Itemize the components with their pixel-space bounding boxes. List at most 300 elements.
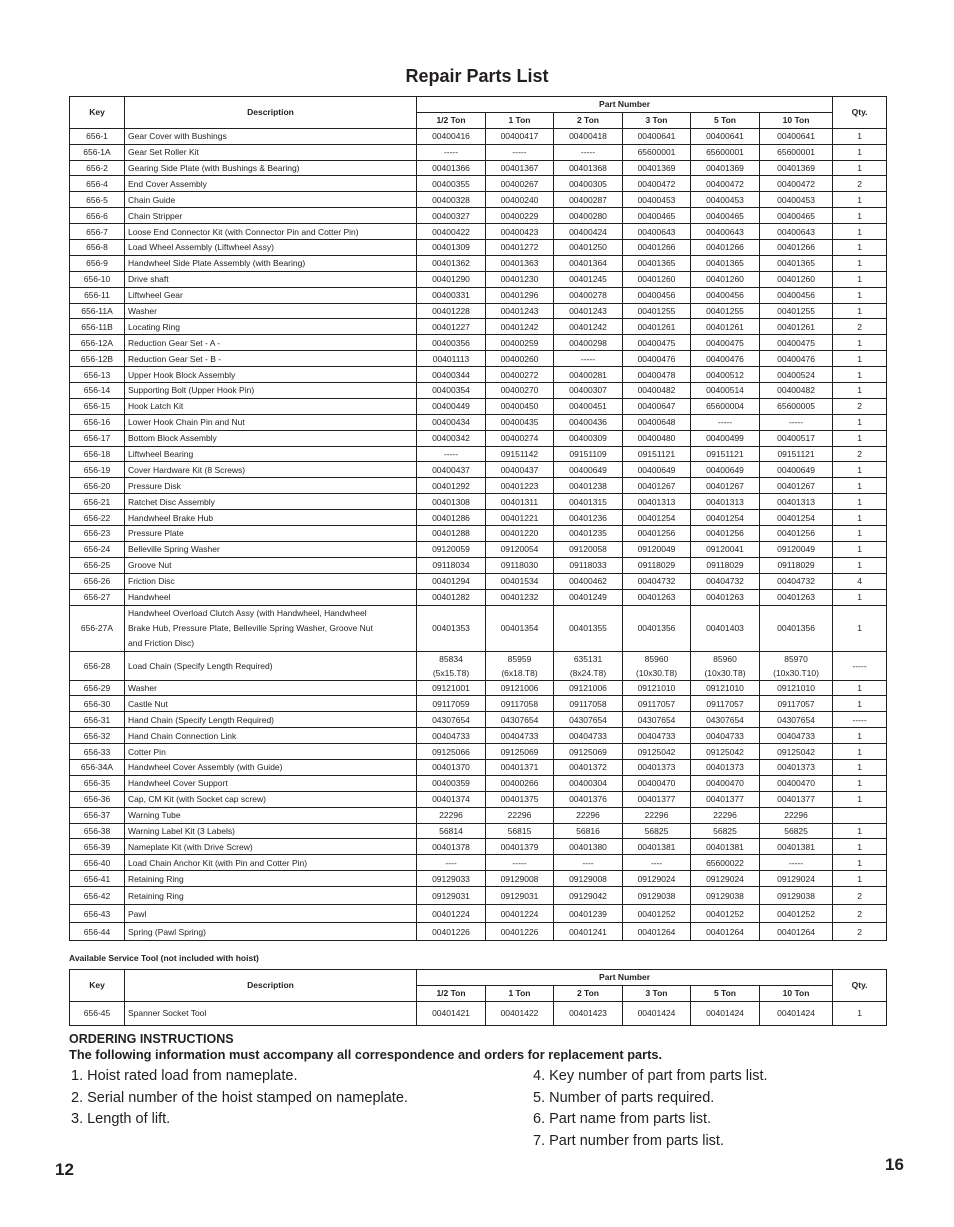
part-number: 00400649 <box>760 462 833 478</box>
part-number: 00400512 <box>691 367 760 383</box>
header-ton: 5 Ton <box>691 112 760 128</box>
part-description <box>125 807 417 823</box>
part-number: 00401369 <box>623 160 691 176</box>
part-number: 65600001 <box>691 144 760 160</box>
part-description <box>125 589 417 605</box>
part-number: 00400472 <box>691 176 760 192</box>
part-number: 22296 <box>691 807 760 823</box>
part-number: 00401365 <box>623 255 691 271</box>
part-key: 656-16 <box>70 414 125 430</box>
part-number: 00400482 <box>760 383 833 399</box>
part-number: 00401424 <box>623 1001 691 1025</box>
part-number: 00401423 <box>554 1001 623 1025</box>
part-number: 00401227 <box>417 319 486 335</box>
description-line: Load Chain (Specify Length Required) <box>128 660 273 671</box>
part-number: 00400478 <box>623 367 691 383</box>
part-qty: 1 <box>833 335 887 351</box>
part-qty: 1 <box>833 775 887 791</box>
table-row <box>70 855 887 871</box>
part-number: 00400453 <box>691 192 760 208</box>
part-qty: 1 <box>833 728 887 744</box>
part-number: 09121010 <box>623 680 691 696</box>
ordering-item: 7. Part number from parts list. <box>533 1132 724 1149</box>
part-key: 656-2 <box>70 160 125 176</box>
part-number: 00401238 <box>554 478 623 494</box>
part-number: 00400649 <box>623 462 691 478</box>
part-description <box>125 383 417 399</box>
part-qty: 1 <box>833 224 887 240</box>
part-number: 00400647 <box>623 398 691 414</box>
service-tool-table <box>69 969 887 1026</box>
part-number: 00401261 <box>691 319 760 335</box>
part-number: 00404733 <box>623 728 691 744</box>
part-number: 00400437 <box>486 462 554 478</box>
table-row <box>70 589 887 605</box>
part-number: 00400342 <box>417 430 486 446</box>
part-number: 00401260 <box>760 271 833 287</box>
part-number: 00400434 <box>417 414 486 430</box>
description-line: Hook Latch Kit <box>128 401 184 412</box>
part-number: 09118029 <box>760 557 833 573</box>
part-key: 656-9 <box>70 255 125 271</box>
part-qty: 1 <box>833 128 887 144</box>
part-number: 00401313 <box>623 494 691 510</box>
part-key: 656-25 <box>70 557 125 573</box>
part-number: 00404733 <box>554 728 623 744</box>
description-line: Lower Hook Chain Pin and Nut <box>128 417 245 428</box>
part-qty: 1 <box>833 208 887 224</box>
description-line: Friction Disc <box>128 576 175 587</box>
part-description <box>125 696 417 712</box>
part-number: 09117057 <box>760 696 833 712</box>
table-row <box>70 398 887 414</box>
part-qty: 1 <box>833 791 887 807</box>
part-description <box>125 414 417 430</box>
part-number: 00401272 <box>486 240 554 256</box>
part-number: 00401250 <box>554 240 623 256</box>
part-number: 00400648 <box>623 414 691 430</box>
part-number: 00401403 <box>691 605 760 651</box>
part-number: 00401309 <box>417 240 486 256</box>
table-row <box>70 462 887 478</box>
part-number: 09120049 <box>623 541 691 557</box>
description-line: Handwheel Cover Assembly (with Guide) <box>128 762 283 773</box>
description-line: Pressure Disk <box>128 480 181 491</box>
part-number: 00401282 <box>417 589 486 605</box>
table-row <box>70 541 887 557</box>
part-number: 00400475 <box>623 335 691 351</box>
part-description <box>125 573 417 589</box>
part-qty: 1 <box>833 696 887 712</box>
part-number: 00400298 <box>554 335 623 351</box>
part-number-line: (10x30.T8) <box>635 667 678 678</box>
description-line: Groove Nut <box>128 560 172 571</box>
description-line: Load Wheel Assembly (Liftwheel Assy) <box>128 242 274 253</box>
description-line: Cover Hardware Kit (8 Screws) <box>128 464 246 475</box>
part-key: 656-8 <box>70 240 125 256</box>
part-number: 00400453 <box>623 192 691 208</box>
part-number: 00401424 <box>691 1001 760 1025</box>
part-number: 00401245 <box>554 271 623 287</box>
part-key: 656-28 <box>70 651 125 680</box>
part-key: 656-34A <box>70 759 125 775</box>
part-qty: 1 <box>833 759 887 775</box>
part-number: 00404733 <box>417 728 486 744</box>
part-qty: 1 <box>833 744 887 760</box>
part-number: 09125066 <box>417 744 486 760</box>
part-number: 09151109 <box>554 446 623 462</box>
part-number: 00400267 <box>486 176 554 192</box>
part-number: 65600005 <box>760 398 833 414</box>
part-number: 00404733 <box>760 728 833 744</box>
part-description <box>125 128 417 144</box>
part-number: 04307654 <box>554 712 623 728</box>
part-description <box>125 462 417 478</box>
table-row <box>70 651 887 680</box>
part-number-line: 85959 <box>507 653 532 664</box>
part-number: 09129024 <box>691 871 760 887</box>
part-number: 00401255 <box>760 303 833 319</box>
part-number: ----- <box>486 855 554 871</box>
part-description <box>125 605 417 651</box>
part-key: 656-41 <box>70 871 125 887</box>
part-key: 656-23 <box>70 526 125 542</box>
part-key: 656-11B <box>70 319 125 335</box>
part-number: 00400649 <box>691 462 760 478</box>
part-number: 09121010 <box>691 680 760 696</box>
table-row <box>70 839 887 855</box>
header-ton: 1/2 Ton <box>417 985 486 1001</box>
ordering-subheading: The following information must accompany all correspondence and orders for replacement parts. <box>69 1047 663 1062</box>
description-line: Loose End Connector Kit (with Connector Pin and Cotter Pin) <box>128 226 359 237</box>
table-row <box>70 383 887 399</box>
part-number: 00400449 <box>417 398 486 414</box>
part-number: 00400641 <box>691 128 760 144</box>
description-line: Reduction Gear Set - B - <box>128 353 222 364</box>
part-key: 656-5 <box>70 192 125 208</box>
header-ton: 3 Ton <box>623 112 691 128</box>
part-number: 00400422 <box>417 224 486 240</box>
part-description <box>125 478 417 494</box>
part-number: 56816 <box>554 823 623 839</box>
part-number <box>691 651 760 680</box>
part-number: 00400450 <box>486 398 554 414</box>
part-number: 00400270 <box>486 383 554 399</box>
part-number: 00401261 <box>760 319 833 335</box>
description-line: Castle Nut <box>128 698 168 709</box>
part-number: 00400424 <box>554 224 623 240</box>
part-number: 00401264 <box>623 923 691 941</box>
part-number: 00401292 <box>417 478 486 494</box>
part-number: 00401263 <box>691 589 760 605</box>
table-row <box>70 510 887 526</box>
part-number: 09125069 <box>486 744 554 760</box>
part-number: 00400309 <box>554 430 623 446</box>
header-description: Description <box>125 97 417 129</box>
part-number: 00400327 <box>417 208 486 224</box>
ordering-list-right <box>533 1066 768 1152</box>
table-row <box>70 823 887 839</box>
part-key: 656-19 <box>70 462 125 478</box>
part-number: 65600022 <box>691 855 760 871</box>
part-number: 09120058 <box>554 541 623 557</box>
description-line: Spring (Pawl Spring) <box>128 926 206 937</box>
part-key: 656-37 <box>70 807 125 823</box>
part-number <box>486 651 554 680</box>
table-row <box>70 287 887 303</box>
table-row <box>70 335 887 351</box>
part-qty: 1 <box>833 1001 887 1025</box>
part-number: 00400354 <box>417 383 486 399</box>
ordering-list-left <box>71 1066 408 1131</box>
part-number: 00401255 <box>623 303 691 319</box>
part-number: 00400470 <box>760 775 833 791</box>
header-ton: 10 Ton <box>760 985 833 1001</box>
part-qty: 1 <box>833 430 887 446</box>
ordering-instructions <box>69 1032 662 1062</box>
table-row <box>70 923 887 941</box>
part-number: 00400355 <box>417 176 486 192</box>
part-description <box>125 287 417 303</box>
part-description <box>125 335 417 351</box>
header-ton: 2 Ton <box>554 112 623 128</box>
part-key: 656-13 <box>70 367 125 383</box>
part-number: 09129031 <box>417 887 486 905</box>
part-description <box>125 887 417 905</box>
part-description <box>125 526 417 542</box>
part-number: 09151142 <box>486 446 554 462</box>
part-number: ----- <box>691 414 760 430</box>
part-key: 656-27A <box>70 605 125 651</box>
part-number: 00400475 <box>760 335 833 351</box>
part-key: 656-45 <box>70 1001 125 1025</box>
part-description <box>125 176 417 192</box>
description-line: Cotter Pin <box>128 746 166 757</box>
description-line: Drive shaft <box>128 274 169 285</box>
part-number: 00400641 <box>760 128 833 144</box>
part-number <box>417 651 486 680</box>
part-qty: 1 <box>833 823 887 839</box>
part-key: 656-44 <box>70 923 125 941</box>
part-number: 22296 <box>623 807 691 823</box>
part-key: 656-40 <box>70 855 125 871</box>
part-number: 00400482 <box>623 383 691 399</box>
part-number: 00400305 <box>554 176 623 192</box>
part-number: 09118034 <box>417 557 486 573</box>
part-key: 656-26 <box>70 573 125 589</box>
part-number: 00400649 <box>554 462 623 478</box>
part-number: 00401252 <box>691 905 760 923</box>
table-row <box>70 367 887 383</box>
description-line: Warning Tube <box>128 810 181 821</box>
part-qty: 1 <box>833 605 887 651</box>
part-number: 56825 <box>760 823 833 839</box>
table-row <box>70 887 887 905</box>
table-row <box>70 478 887 494</box>
table-row <box>70 303 887 319</box>
part-number: 00400278 <box>554 287 623 303</box>
part-number: 00401424 <box>760 1001 833 1025</box>
part-qty <box>833 807 887 823</box>
part-number: 00400456 <box>760 287 833 303</box>
part-number-line: 85960 <box>644 653 669 664</box>
part-number: 00401228 <box>417 303 486 319</box>
part-qty: 2 <box>833 905 887 923</box>
part-description <box>125 446 417 462</box>
part-number: 00401367 <box>486 160 554 176</box>
description-line: Belleville Spring Washer <box>128 544 220 555</box>
part-number: 09120054 <box>486 541 554 557</box>
part-number: 00400280 <box>554 208 623 224</box>
part-number: 00401224 <box>417 905 486 923</box>
part-number: 09118029 <box>623 557 691 573</box>
part-qty: 2 <box>833 398 887 414</box>
part-description <box>125 398 417 414</box>
part-number: 00400465 <box>760 208 833 224</box>
part-key: 656-11A <box>70 303 125 319</box>
part-number: 00400643 <box>760 224 833 240</box>
page-number-left: 12 <box>55 1160 74 1179</box>
part-qty: 2 <box>833 923 887 941</box>
part-qty: 1 <box>833 871 887 887</box>
part-number-line: (5x15.T8) <box>432 667 470 678</box>
part-description <box>125 557 417 573</box>
part-number: 09129024 <box>760 871 833 887</box>
part-number: 00401252 <box>623 905 691 923</box>
part-number: 00401113 <box>417 351 486 367</box>
part-number: 00400229 <box>486 208 554 224</box>
description-line: Ratchet Disc Assembly <box>128 496 215 507</box>
part-number: 00400259 <box>486 335 554 351</box>
part-number: 00404732 <box>623 573 691 589</box>
part-number: 00401236 <box>554 510 623 526</box>
table-row <box>70 696 887 712</box>
part-number: 09118033 <box>554 557 623 573</box>
header-ton: 5 Ton <box>691 985 760 1001</box>
part-number: ----- <box>417 446 486 462</box>
ordering-item: 6. Part name from parts list. <box>533 1111 712 1127</box>
part-number: 00401353 <box>417 605 486 651</box>
description-line: Handwheel Overload Clutch Assy (with Handwheel, Handwheel <box>128 607 367 618</box>
part-description <box>125 871 417 887</box>
header-ton: 1 Ton <box>486 985 554 1001</box>
table-row <box>70 1001 887 1025</box>
part-number: 00401377 <box>691 791 760 807</box>
part-number: 04307654 <box>623 712 691 728</box>
part-number: 00401255 <box>691 303 760 319</box>
table-row <box>70 144 887 160</box>
part-description <box>125 208 417 224</box>
table-row <box>70 430 887 446</box>
part-description <box>125 430 417 446</box>
description-line: Pawl <box>128 908 147 919</box>
part-description <box>125 224 417 240</box>
part-key: 656-39 <box>70 839 125 855</box>
part-qty: 1 <box>833 367 887 383</box>
part-description <box>125 791 417 807</box>
part-number: 65600004 <box>691 398 760 414</box>
part-number: 00401368 <box>554 160 623 176</box>
part-number: 09125042 <box>760 744 833 760</box>
part-number: 00401239 <box>554 905 623 923</box>
part-qty: 1 <box>833 160 887 176</box>
table-row <box>70 176 887 192</box>
description-line: Bottom Block Assembly <box>128 433 217 444</box>
header-qty: Qty. <box>833 97 887 129</box>
part-qty: 1 <box>833 680 887 696</box>
part-number: 09151121 <box>760 446 833 462</box>
part-description <box>125 744 417 760</box>
part-number: 00401381 <box>623 839 691 855</box>
part-number: 22296 <box>486 807 554 823</box>
part-number: 00401220 <box>486 526 554 542</box>
description-line: Reduction Gear Set - A - <box>128 337 221 348</box>
description-line: End Cover Assembly <box>128 178 207 189</box>
part-number-line: 85960 <box>713 653 737 664</box>
part-number: 00401223 <box>486 478 554 494</box>
part-number: 00400514 <box>691 383 760 399</box>
description-line: Pressure Plate <box>128 528 184 539</box>
description-line: Upper Hook Block Assembly <box>128 369 236 380</box>
ordering-item: 1. Hoist rated load from nameplate. <box>71 1068 298 1084</box>
table-row <box>70 807 887 823</box>
header-ton: 1 Ton <box>486 112 554 128</box>
part-number: 09129038 <box>760 887 833 905</box>
header-ton: 2 Ton <box>554 985 623 1001</box>
part-number: 00401362 <box>417 255 486 271</box>
part-number: 09129042 <box>554 887 623 905</box>
part-key: 656-32 <box>70 728 125 744</box>
part-number: 00401421 <box>417 1001 486 1025</box>
part-description <box>125 775 417 791</box>
part-number: 00400287 <box>554 192 623 208</box>
part-qty: 1 <box>833 494 887 510</box>
part-number: 00400465 <box>623 208 691 224</box>
part-description <box>125 823 417 839</box>
part-number: 00401380 <box>554 839 623 855</box>
part-description <box>125 905 417 923</box>
part-number: 00401365 <box>760 255 833 271</box>
part-number: 00400266 <box>486 775 554 791</box>
part-number: 09120041 <box>691 541 760 557</box>
part-number: 09117058 <box>486 696 554 712</box>
part-number: 00401260 <box>691 271 760 287</box>
part-number-line: 635131 <box>573 653 603 664</box>
table-row <box>70 351 887 367</box>
description-line: Brake Hub, Pressure Plate, Belleville Spring Washer, Groove Nut <box>128 622 373 633</box>
part-key: 656-12A <box>70 335 125 351</box>
table-row <box>70 255 887 271</box>
part-number: 00400359 <box>417 775 486 791</box>
part-description <box>125 728 417 744</box>
part-number: 00404732 <box>691 573 760 589</box>
part-number: 00400451 <box>554 398 623 414</box>
part-number: 00401261 <box>623 319 691 335</box>
part-description <box>125 160 417 176</box>
part-key: 656-1A <box>70 144 125 160</box>
part-qty: 1 <box>833 462 887 478</box>
part-number: 00400480 <box>623 430 691 446</box>
description-line: Chain Guide <box>128 194 176 205</box>
table-row <box>70 605 887 651</box>
part-number: 00404733 <box>691 728 760 744</box>
part-number: 00401377 <box>623 791 691 807</box>
table-row <box>70 744 887 760</box>
part-number: 00401267 <box>623 478 691 494</box>
part-number: 00401242 <box>554 319 623 335</box>
header-part-number: Part Number <box>417 970 833 986</box>
part-number: 09125042 <box>691 744 760 760</box>
